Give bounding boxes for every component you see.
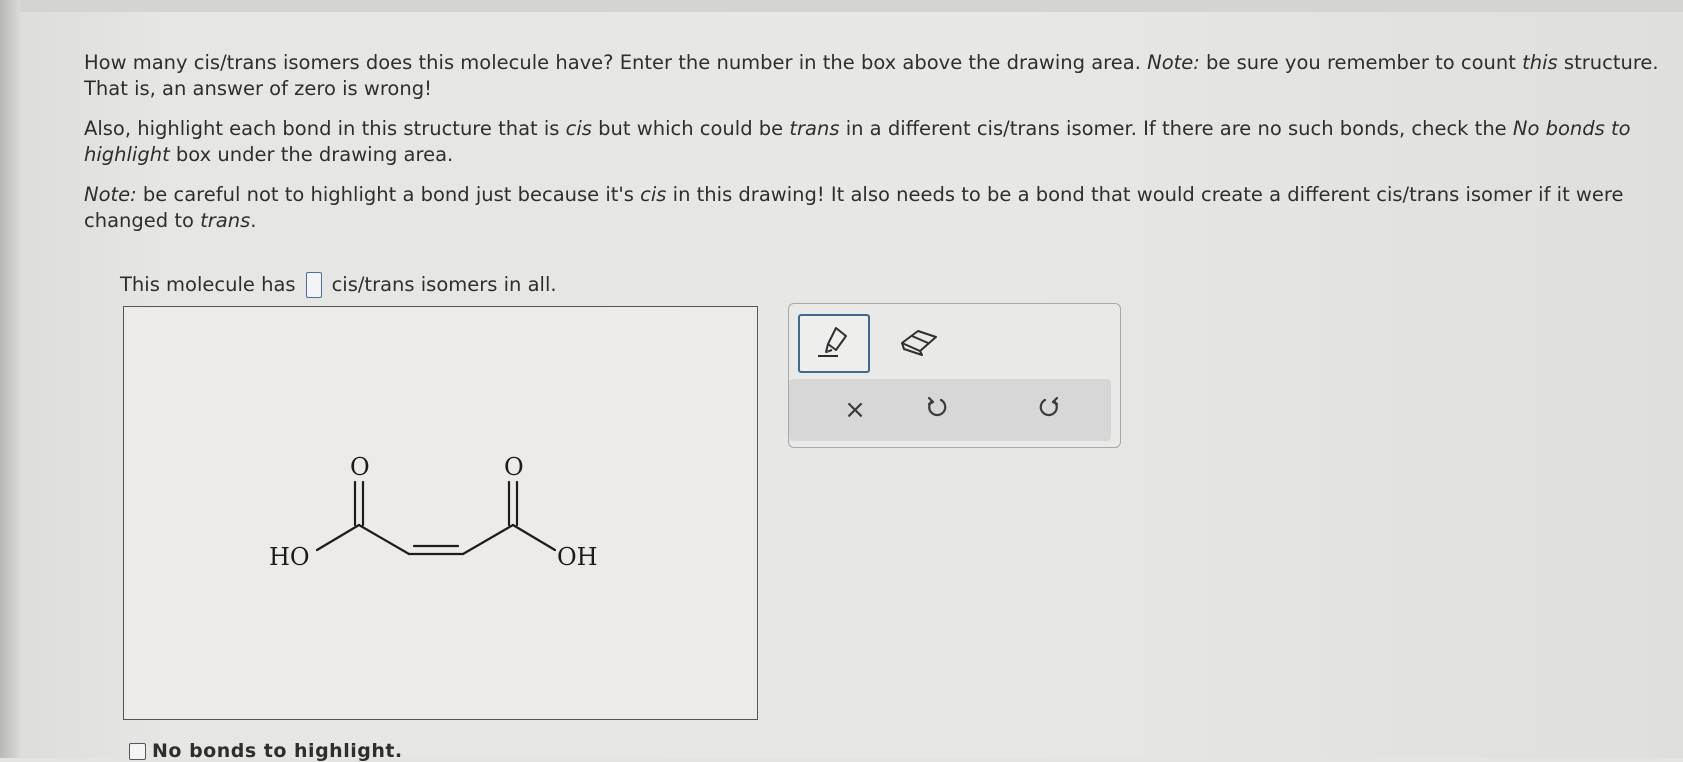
no-bonds-checkbox[interactable] [129,743,146,760]
text: . [250,209,257,232]
drawing-area[interactable] [123,306,758,720]
bond-c3-c4[interactable] [463,525,513,554]
redo-button[interactable] [1029,392,1069,428]
eraser-icon [896,325,942,361]
molecule-structure [124,307,756,718]
text-italic: trans [789,117,840,140]
text-italic: this [1522,51,1558,74]
eraser-tool-button[interactable] [889,320,949,366]
text-italic: trans [200,209,251,232]
instruction-paragraph-1 [84,50,1674,102]
atom-label-o1: O [350,453,370,481]
text-italic: No bonds to highlight [84,117,1631,166]
action-row [789,379,1111,441]
top-edge [0,0,1683,12]
text: How many cis/trans isomers does this molecule have? Enter the number in the box above the drawing area. [84,51,1148,74]
atom-label-o2: O [504,453,524,481]
clear-button[interactable] [835,392,875,428]
bond-c4-oh[interactable] [513,525,555,550]
instruction-paragraph-3 [84,182,1674,234]
undo-button[interactable] [917,392,957,428]
bond-ho-c1[interactable] [317,525,359,550]
close-icon: × [844,395,866,425]
redo-icon [1037,395,1061,426]
atom-label-ho: HO [269,543,310,571]
text-italic: cis [640,183,667,206]
instruction-paragraph-2 [84,116,1674,168]
text: in a different cis/trans isomer. If there are no such bonds, check the [839,117,1513,140]
answer-prefix: This molecule has [120,273,296,296]
highlighter-tool-button[interactable] [798,314,870,373]
text: in this drawing! It also needs to be a bond that would create a different cis/trans isomer if it were changed to [84,183,1624,232]
atom-label-oh: OH [557,543,598,571]
text: be sure you remember to count [1199,51,1523,74]
answer-suffix: cis/trans isomers in all. [331,273,557,296]
text-italic: cis [565,117,592,140]
left-edge [0,0,20,758]
drawing-toolbar [788,303,1121,448]
no-bonds-label: No bonds to highlight. [152,740,403,762]
text: Also, highlight each bond in this structure that is [84,117,566,140]
answer-sentence [120,272,557,298]
text: be careful not to highlight a bond just because it's [136,183,641,206]
text: but which could be [591,117,790,140]
bond-c1-c2[interactable] [359,525,409,554]
answer-input[interactable] [306,272,322,298]
undo-icon [925,395,949,426]
no-bonds-checkbox-row[interactable] [129,740,403,762]
text: structure. That is, an answer of zero is wrong! [84,51,1659,100]
text-italic: Note: [84,183,137,206]
text: box under the drawing area. [169,143,454,166]
text-italic: Note: [1147,51,1200,74]
highlighter-icon [812,322,856,366]
